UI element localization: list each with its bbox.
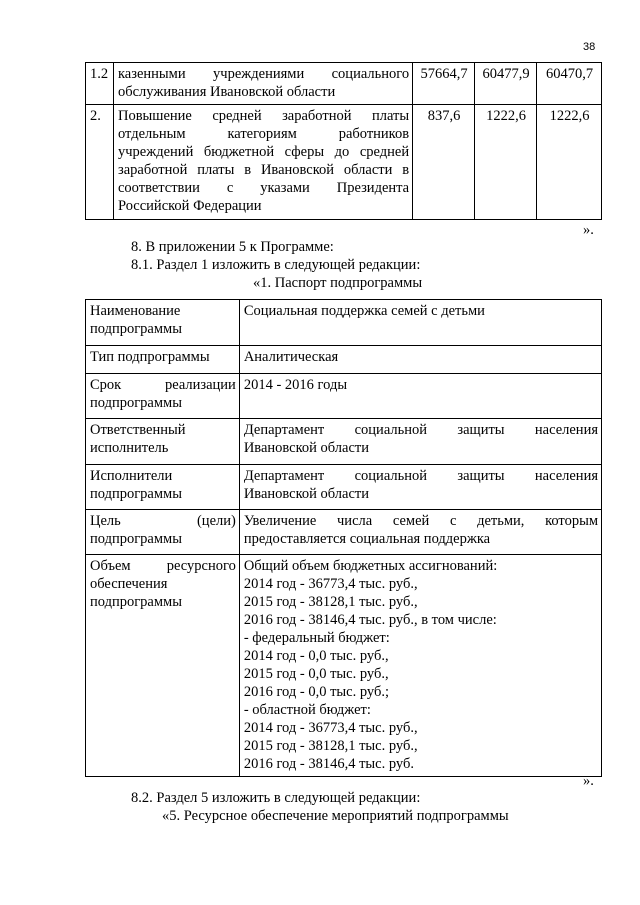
table-row xyxy=(86,346,602,374)
value-2014: 837,6 xyxy=(413,105,475,220)
value-2015: 1222,6 xyxy=(475,105,537,220)
value-cell: Социальная поддержка семей с детьми xyxy=(239,300,601,346)
resource-table-continuation xyxy=(85,62,602,220)
value-cell: Департамент социальной защиты населения Ивановской области xyxy=(239,419,601,465)
label-cell: Тип подпрограммы xyxy=(86,346,240,374)
table-row xyxy=(86,419,602,465)
table-row xyxy=(86,555,602,777)
value-2014: 57664,7 xyxy=(413,63,475,105)
value-cell: Департамент социальной защиты населения Ивановской области xyxy=(239,465,601,510)
label-cell: Срок реализации подпрограммы xyxy=(86,374,240,419)
row-name: казенными учреждениями социального обслуживания Ивановской области xyxy=(113,63,412,105)
value-2015: 60477,9 xyxy=(475,63,537,105)
paragraph-8-2: 8.2. Раздел 5 изложить в следующей редакции: xyxy=(131,790,421,806)
value-cell: Аналитическая xyxy=(239,346,601,374)
value-cell: 2014 - 2016 годы xyxy=(239,374,601,419)
label-cell: Объем ресурсного обеспечения подпрограммы xyxy=(86,555,240,777)
closing-quote: ». xyxy=(583,773,594,789)
value-cell: Общий объем бюджетных ассигнований: 2014 год - 36773,4 тыс. руб., 2015 год - 38128,1 тыс. руб., 2016 год - 38146,4 тыс. руб., в том числе: - федеральный бюджет: 2014 год - 0,0 тыс. руб., 2015 год - 0,0 тыс. руб., 2016 год - 0,0 тыс. руб.; - областной бюджет: 2014 год - 36773,4 тыс. руб., 2015 год - 38128,1 тыс. руб., 2016 год - 38146,4 тыс. руб. xyxy=(239,555,601,777)
passport-table xyxy=(85,299,602,777)
value-2016: 60470,7 xyxy=(537,63,602,105)
row-name: Повышение средней заработной платы отдельным категориям работников учреждений бюджетной сферы до средней заработной платы в Ивановской области в соответствии с указами Президента Российской Федерации xyxy=(113,105,412,220)
value-2016: 1222,6 xyxy=(537,105,602,220)
row-number: 1.2 xyxy=(86,63,114,105)
table-row xyxy=(86,63,602,105)
label-cell: Исполнители подпрограммы xyxy=(86,465,240,510)
paragraph-8-1: 8.1. Раздел 1 изложить в следующей редакции: xyxy=(131,257,421,273)
paragraph-8: 8. В приложении 5 к Программе: xyxy=(131,239,334,255)
page-number: 38 xyxy=(583,41,596,53)
section5-title: «5. Ресурсное обеспечение мероприятий подпрограммы xyxy=(162,808,509,824)
table-row xyxy=(86,374,602,419)
value-cell: Увеличение числа семей с детьми, которым предоставляется социальная поддержка xyxy=(239,510,601,555)
table-row xyxy=(86,510,602,555)
label-cell: Цель (цели) подпрограммы xyxy=(86,510,240,555)
closing-quote: ». xyxy=(583,222,594,238)
row-number: 2. xyxy=(86,105,114,220)
table-row xyxy=(86,105,602,220)
label-cell: Ответственный исполнитель xyxy=(86,419,240,465)
passport-title: «1. Паспорт подпрограммы xyxy=(253,275,423,291)
label-cell: Наименование подпрограммы xyxy=(86,300,240,346)
table-row xyxy=(86,300,602,346)
table-row xyxy=(86,465,602,510)
